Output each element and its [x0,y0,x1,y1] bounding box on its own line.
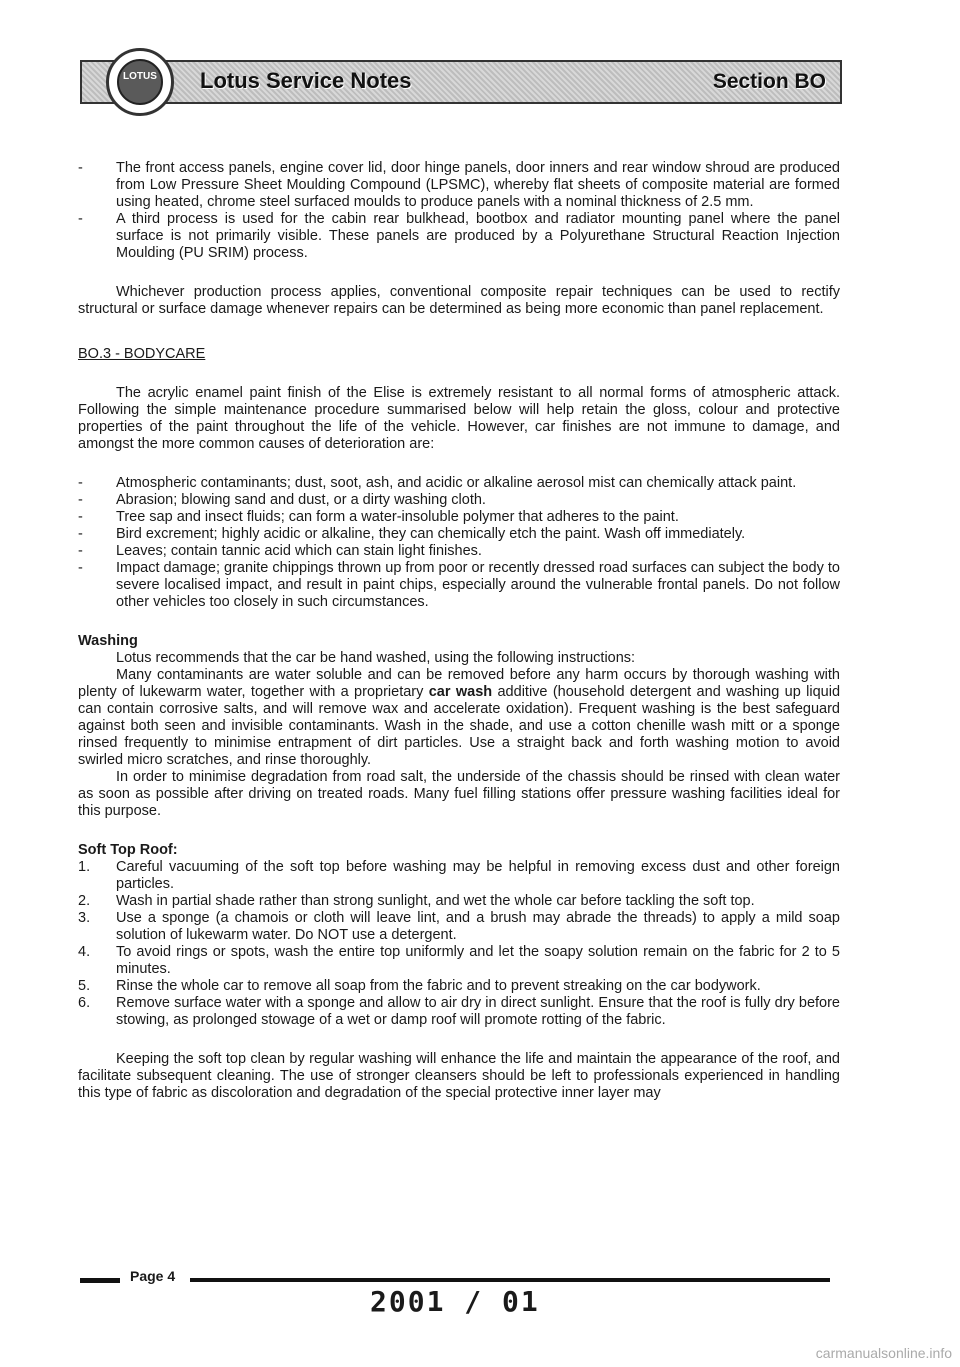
header-title: Lotus Service Notes [200,68,412,93]
numbered-item: 6. Remove surface water with a sponge and allow to air dry in direct sunlight. Ensure that the roof is fully dry before stowing, as prolonged stowage of a wet or damp roof will promote rotting of the fabric. [78,995,840,1028]
footer-rule [190,1278,830,1282]
logo-text: LOTUS [117,59,163,105]
list-item: - Bird excrement; highly acidic or alkaline, they can chemically etch the paint. Wash off immediately. [78,526,746,542]
list-item: - Tree sap and insect fluids; can form a water-insoluble polymer that adheres to the paint. [78,509,679,525]
footer-bar [80,1278,120,1283]
list-item: - The front access panels, engine cover lid, door hinge panels, door inners and rear window shroud are produced from Low Pressure Sheet Moulding Compound (LPSMC), whereby flat sheets of composite material are formed using heated, chrome steel surfaced moulds to produce panels with a nominal thickness of 2.5 mm. [78,160,840,210]
paragraph: Lotus recommends that the car be hand washed, using the following instructions: [116,650,636,666]
paragraph: The acrylic enamel paint finish of the Elise is extremely resistant to all normal forms of atmospheric attack. Following the simple maintenance procedure summarised below will help retain the gloss, colour and protective properties of the paint throughout the life of the vehicle. However, car finishes are not immune to damage, and amongst the more common causes of deterioration are: [78,385,840,452]
numbered-item: 1. Careful vacuuming of the soft top before washing may be helpful in removing excess dust and other foreign particles. [78,859,840,892]
paragraph: In order to minimise degradation from road salt, the underside of the chassis should be rinsed with clean water as soon as possible after driving on treated roads. Many fuel filling stations offer pressure washing facilities ideal for this purpose. [78,769,840,819]
numbered-item: 5. Rinse the whole car to remove all soap from the fabric and to prevent streaking on the car bodywork. [78,978,761,994]
list-item: - Leaves; contain tannic acid which can stain light finishes. [78,543,482,559]
washing-heading: Washing [78,633,138,649]
soft-top-heading: Soft Top Roof: [78,842,178,858]
lotus-logo-icon [106,48,174,116]
issue-date: 2001 / 01 [370,1285,540,1318]
list-item: - Atmospheric contaminants; dust, soot, ash, and acidic or alkaline aerosol mist can chemically attack paint. [78,475,797,491]
numbered-item: 2. Wash in partial shade rather than strong sunlight, and wet the whole car before tackling the soft top. [78,893,755,909]
numbered-item: 3. Use a sponge (a chamois or cloth will leave lint, and a brush may abrade the threads) to apply a mild soap solution of lukewarm water. Do NOT use a detergent. [78,910,840,943]
watermark: carmanualsonline.info [815,1345,952,1361]
list-item: - Impact damage; granite chippings thrown up from poor or recently dressed road surfaces can subject the body to severe localised impact, and result in paint chips, especially around the vulnerable frontal panels. Do not follow other vehicles too closely in such circumstances. [78,560,840,610]
paragraph: Keeping the soft top clean by regular washing will enhance the life and maintain the appearance of the roof, and facilitate subsequent cleaning. The use of stronger cleansers should be left to professionals experienced in handling this type of fabric as discoloration and degradation of the special protective inner layer may [78,1051,840,1101]
paragraph: Many contaminants are water soluble and can be removed before any harm occurs by thorough washing with plenty of lukewarm water, together with a proprietary car wash additive (household detergent and washing up liquid can contain corrosive salts, and will remove wax and accelerate oxidation). Frequent washing is the best safeguard against both seen and invisible contaminants. Wash in the shade, and use a cotton chenille wash mitt or a sponge rinsed frequently to minimise entrapment of dirt particles. Use a straight back and forth washing motion to avoid swirled micro scratches, and rinse thoroughly. [78,667,841,768]
list-item: - Abrasion; blowing sand and dust, or a dirty washing cloth. [78,492,486,508]
section-heading: BO.3 - BODYCARE [78,346,206,362]
list-item: - A third process is used for the cabin rear bulkhead, bootbox and radiator mounting panel where the panel surface is not primarily visible. These panels are produced by a Polyurethane Structural Reaction Injection Moulding (PU SRIM) process. [78,211,840,261]
numbered-item: 4. To avoid rings or spots, wash the entire top uniformly and let the soapy solution remain on the fabric for 2 to 5 minutes. [78,944,840,977]
page-number: Page 4 [130,1268,176,1284]
document-body [78,160,840,1102]
paragraph: Whichever production process applies, conventional composite repair techniques can be used to rectify structural or surface damage whenever repairs can be determined as being more economic than panel replacement. [78,284,840,317]
page-header [80,60,842,104]
header-section: Section BO [712,70,826,93]
